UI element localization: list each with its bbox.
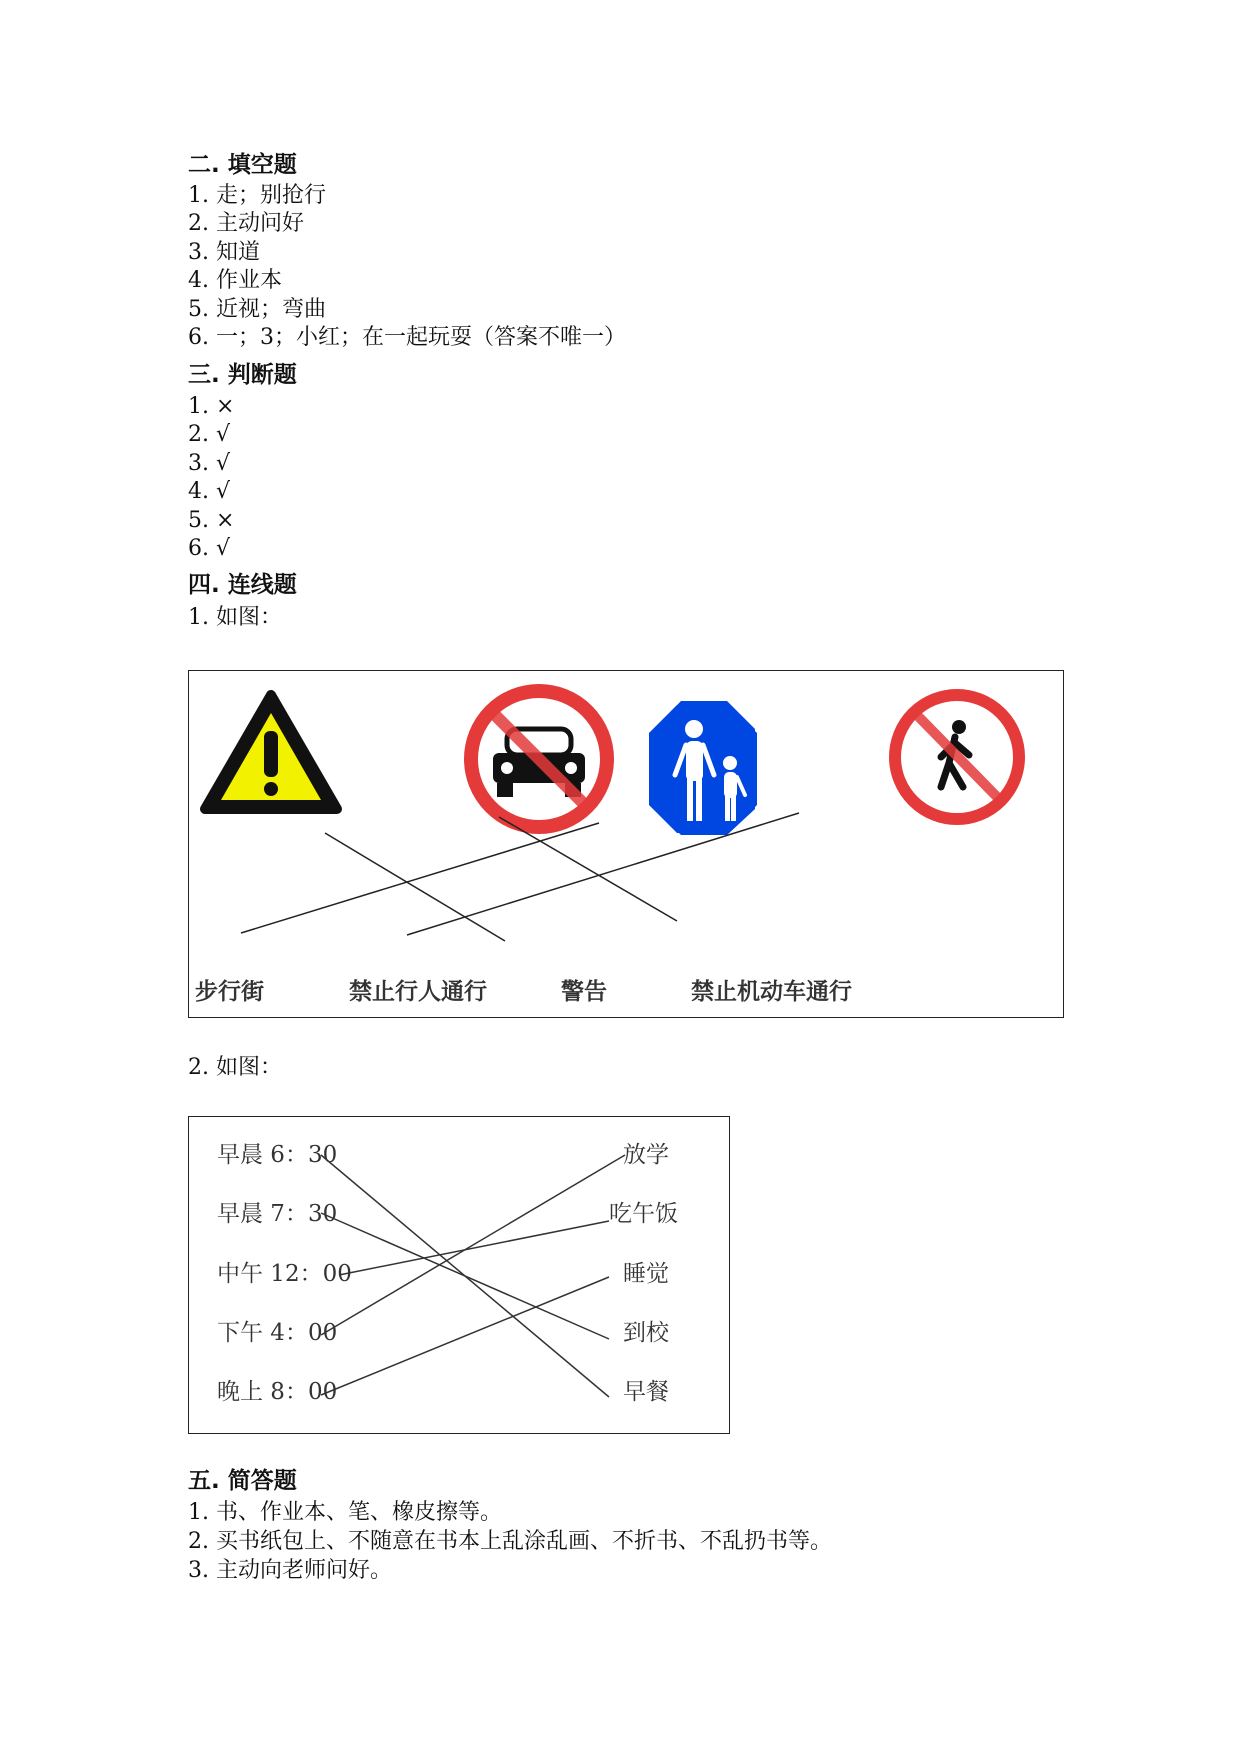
connector-line <box>321 1213 609 1339</box>
time-label: 中午 12：00 <box>217 1261 352 1287</box>
connector-line <box>321 1277 609 1395</box>
answer-line: 2. 如图： <box>188 1055 282 1080</box>
connector-line <box>499 817 677 921</box>
connector-line <box>339 1221 609 1275</box>
time-label: 晚上 8：00 <box>217 1379 338 1405</box>
section-title-judge: 三. 判断题 <box>188 362 297 388</box>
activity-label: 睡觉 <box>623 1261 669 1287</box>
warning-sign-icon <box>205 695 337 809</box>
answer-line: 2. √ <box>188 422 231 447</box>
answer-line: 3. √ <box>188 451 231 476</box>
answer-line: 2. 主动问好 <box>188 211 304 236</box>
sign-label-no-pedestrians: 禁止行人通行 <box>349 979 487 1005</box>
connector-line <box>325 833 505 941</box>
answer-line: 1. 如图： <box>188 605 282 630</box>
pedestrian-street-sign-icon <box>649 701 757 835</box>
schedule-matching-figure <box>188 1116 730 1434</box>
answer-line: 4. 作业本 <box>188 268 282 293</box>
section-title-fill-blank: 二. 填空题 <box>188 152 297 178</box>
activity-label: 早餐 <box>623 1379 669 1405</box>
answer-line: 4. √ <box>188 479 231 504</box>
sign-label-no-motor-vehicles: 禁止机动车通行 <box>691 979 852 1005</box>
no-pedestrians-sign-icon <box>895 695 1019 819</box>
activity-label: 吃午饭 <box>609 1201 678 1227</box>
answer-line: 1. 书、作业本、笔、橡皮擦等。 <box>188 1500 502 1525</box>
answer-line: 5. 近视；弯曲 <box>188 297 326 322</box>
answer-line: 3. 知道 <box>188 240 260 265</box>
time-label: 下午 4：00 <box>217 1320 338 1346</box>
schedule-matching-lines <box>321 1155 625 1397</box>
connector-line <box>407 813 799 935</box>
answer-line: 5. × <box>188 508 235 533</box>
sign-label-pedestrian-street: 步行街 <box>195 979 264 1005</box>
time-label: 早晨 7：30 <box>217 1201 338 1227</box>
connector-line <box>321 1155 625 1335</box>
sign-label-warning: 警告 <box>561 979 607 1005</box>
no-motor-vehicles-sign-icon <box>471 691 607 827</box>
time-label: 早晨 6：30 <box>217 1142 338 1168</box>
section-title-matching: 四. 连线题 <box>188 572 297 598</box>
traffic-sign-figure-canvas <box>189 671 1063 1017</box>
answer-line: 1. × <box>188 394 235 419</box>
answer-line: 6. 一；3；小红；在一起玩耍（答案不唯一） <box>188 325 626 350</box>
answer-line: 1. 走；别抢行 <box>188 183 326 208</box>
traffic-sign-matching-figure <box>188 670 1064 1018</box>
section-title-short-answer: 五. 简答题 <box>188 1468 297 1494</box>
activity-label: 放学 <box>623 1142 669 1168</box>
answer-line: 6. √ <box>188 536 231 561</box>
answer-line: 3. 主动向老师问好。 <box>188 1558 392 1583</box>
answer-line: 2. 买书纸包上、不随意在书本上乱涂乱画、不折书、不乱扔书等。 <box>188 1529 832 1554</box>
connector-line <box>241 823 599 933</box>
activity-label: 到校 <box>623 1320 669 1346</box>
